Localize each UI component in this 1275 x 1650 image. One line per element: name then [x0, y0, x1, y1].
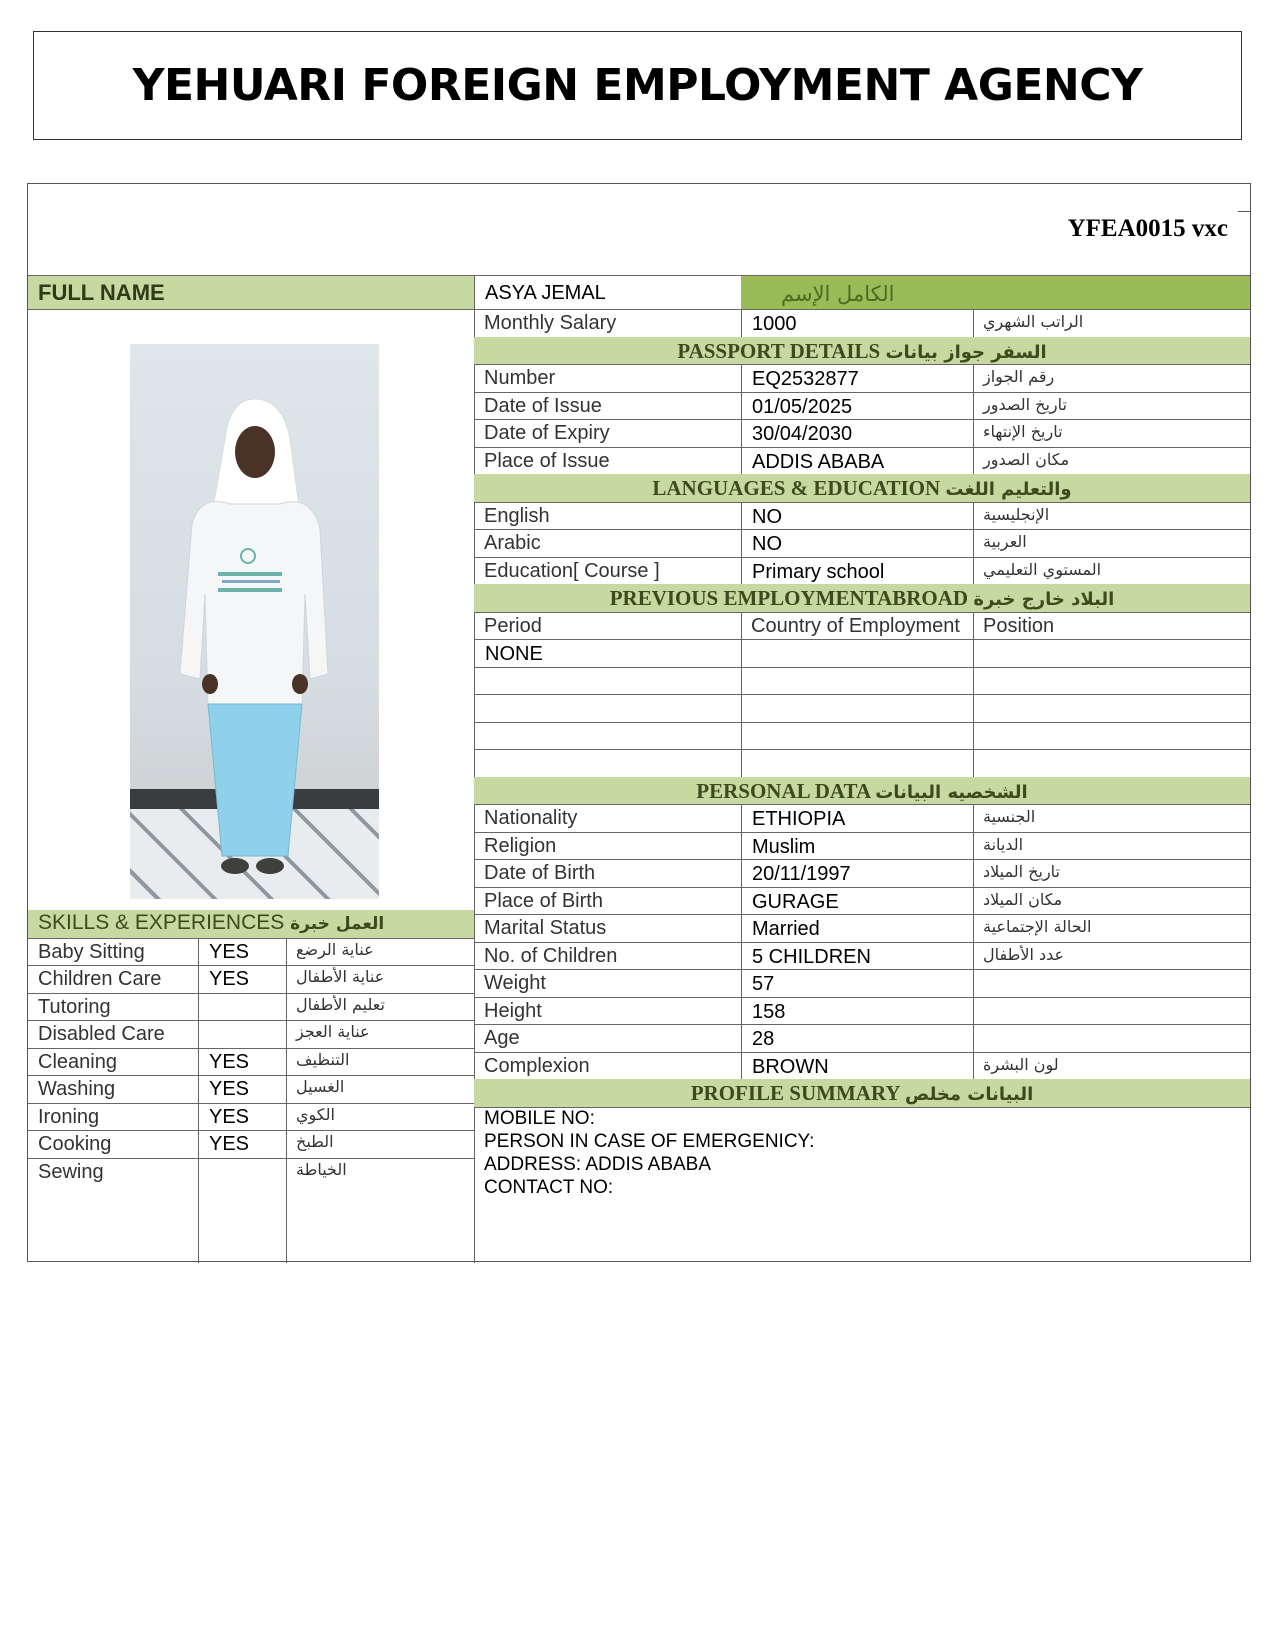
skill-arabic: عناية الأطفال	[296, 967, 385, 986]
corner-mark	[1238, 211, 1250, 212]
agency-title: YEHUARI FOREIGN EMPLOYMENT AGENCY	[132, 60, 1143, 111]
skill-arabic: عناية العجز	[296, 1022, 370, 1041]
grid-line	[741, 667, 742, 695]
languages-header-arabic: والتعليم اللغت	[945, 479, 1072, 500]
skill-value: YES	[209, 1133, 250, 1155]
passport-row-value: 30/04/2030	[752, 423, 853, 445]
grid-line	[973, 639, 974, 667]
grid-line	[741, 969, 742, 997]
skills-header	[38, 911, 384, 935]
personal-row-value: GURAGE	[752, 890, 839, 913]
skill-label: Disabled Care	[38, 1023, 165, 1045]
skill-arabic: تعليم الأطفال	[296, 994, 385, 1014]
personal-row-value: 57	[752, 973, 775, 995]
employment-header	[474, 583, 1250, 615]
skill-label: Baby Sitting	[38, 940, 145, 963]
skill-label: Sewing	[38, 1160, 104, 1183]
passport-header-arabic: السفر جواز بيانات	[885, 341, 1047, 363]
grid-line	[741, 887, 742, 915]
profile-line: ADDRESS: ADDIS ABABA	[484, 1153, 712, 1175]
personal-header	[474, 776, 1250, 808]
salary-arabic: الراتب الشهري	[983, 312, 1084, 331]
grid-line	[973, 502, 974, 530]
language-row-arabic: العربية	[983, 532, 1027, 551]
personal-row-value: 5 CHILDREN	[752, 945, 871, 968]
personal-row-arabic: تاريخ الميلاد	[983, 862, 1060, 881]
passport-row-label: Date of Expiry	[484, 422, 610, 444]
passport-header	[474, 336, 1250, 368]
grid-line	[741, 997, 742, 1025]
personal-row-value: ETHIOPIA	[752, 808, 846, 830]
passport-row-arabic: تاريخ الإنتهاء	[983, 422, 1063, 441]
grid-line	[741, 639, 742, 667]
agency-title-box	[33, 31, 1242, 140]
profile-header-text: PROFILE SUMMARY	[690, 1081, 900, 1105]
personal-row-arabic: الحالة الإجتماعية	[983, 917, 1092, 936]
passport-row-arabic: تاريخ الصدور	[983, 394, 1067, 414]
skill-arabic: الطبخ	[296, 1132, 334, 1151]
grid-line	[741, 502, 742, 530]
skill-arabic: عناية الرضع	[296, 939, 374, 959]
passport-row-value: EQ2532877	[752, 368, 859, 390]
grid-line	[973, 694, 974, 722]
grid-line	[741, 942, 742, 970]
passport-row-value: ADDIS ABABA	[752, 450, 885, 473]
languages-header	[474, 473, 1250, 505]
passport-row-label: Place of Issue	[484, 449, 610, 472]
grid-line	[741, 914, 742, 942]
personal-row-label: Place of Birth	[484, 889, 603, 912]
skill-value: YES	[209, 940, 250, 963]
candidate-photo	[130, 344, 379, 899]
grid-line	[973, 557, 974, 585]
personal-row-value: Married	[752, 918, 820, 940]
skill-arabic: الخياطة	[296, 1159, 347, 1179]
personal-row-value: 28	[752, 1028, 775, 1050]
grid-line	[973, 392, 974, 420]
employment-cell: NONE	[485, 643, 543, 665]
personal-row-arabic: لون البشرة	[983, 1054, 1059, 1074]
grid-line	[474, 722, 1250, 723]
personal-row-value: 158	[752, 1000, 786, 1023]
grid-line	[474, 639, 1250, 640]
application-form	[27, 183, 1251, 1262]
grid-line	[741, 612, 742, 640]
salary-value: 1000	[752, 313, 797, 335]
language-row-label: English	[484, 504, 550, 527]
personal-row-label: Nationality	[484, 807, 578, 829]
grid-line	[741, 419, 742, 447]
personal-row-arabic: مكان الميلاد	[983, 889, 1063, 909]
employment-header-arabic: البلاد خارج خبرة	[973, 589, 1115, 610]
grid-line	[741, 1024, 742, 1052]
grid-line	[198, 938, 199, 1264]
passport-row-label: Number	[484, 367, 556, 389]
grid-line	[973, 529, 974, 557]
language-row-value: NO	[752, 505, 782, 528]
language-row-label: Education[ Course ]	[484, 559, 660, 582]
reference-code: YFEA0015 vxc	[1067, 215, 1228, 242]
grid-line	[973, 364, 974, 392]
skill-value: YES	[209, 1105, 250, 1128]
grid-line	[741, 557, 742, 585]
person-photo-icon	[130, 344, 379, 899]
personal-row-value: 20/11/1997	[752, 863, 851, 885]
skill-label: Washing	[38, 1078, 116, 1100]
language-row-value: Primary school	[752, 560, 885, 583]
salary-label: Monthly Salary	[484, 312, 617, 334]
grid-line	[474, 667, 1250, 668]
grid-line	[973, 1024, 974, 1052]
personal-row-label: Weight	[484, 972, 546, 994]
personal-row-value: Muslim	[752, 835, 816, 858]
grid-line	[741, 309, 742, 337]
employment-header-text: PREVIOUS EMPLOYMENTABROAD	[609, 586, 969, 610]
passport-row-label: Date of Issue	[484, 394, 602, 417]
passport-row-arabic: مكان الصدور	[983, 449, 1070, 469]
skill-label: Cooking	[38, 1133, 112, 1155]
skill-value: YES	[209, 1078, 250, 1100]
profile-header	[474, 1078, 1250, 1110]
full-name-label: FULL NAME	[38, 280, 165, 305]
personal-row-label: Height	[484, 999, 542, 1022]
language-row-arabic: المستوي التعليمي	[983, 559, 1102, 579]
grid-line	[741, 694, 742, 722]
languages-header-text: LANGUAGES & EDUCATION	[652, 476, 941, 500]
skill-label: Children Care	[38, 968, 162, 990]
grid-line	[741, 859, 742, 887]
grid-line	[741, 832, 742, 860]
grid-line	[973, 969, 974, 997]
passport-row-arabic: رقم الجواز	[983, 367, 1055, 386]
skills-header-text: SKILLS & EXPERIENCES	[38, 911, 285, 934]
grid-line	[474, 749, 1250, 750]
personal-row-label: Date of Birth	[484, 862, 596, 884]
grid-line	[973, 1052, 974, 1080]
personal-header-arabic: الشخصيه البيانات	[875, 781, 1028, 803]
grid-line	[973, 887, 974, 915]
grid-line	[973, 859, 974, 887]
grid-line	[973, 942, 974, 970]
full-name-arabic: الكامل الإسم	[781, 282, 895, 306]
skill-value: YES	[209, 1050, 250, 1073]
grid-line	[741, 529, 742, 557]
employment-column-header: Country of Employment	[751, 614, 960, 637]
full-name-value: ASYA JEMAL	[485, 282, 606, 304]
grid-line	[741, 804, 742, 832]
grid-line	[741, 364, 742, 392]
grid-line	[973, 914, 974, 942]
grid-line	[474, 694, 1250, 695]
grid-line	[973, 447, 974, 475]
skill-label: Tutoring	[38, 995, 111, 1018]
grid-line	[973, 997, 974, 1025]
skill-arabic: التنظيف	[296, 1049, 350, 1069]
skills-header-arabic: العمل خبرة	[290, 914, 385, 934]
employment-column-header: Position	[983, 614, 1055, 637]
language-row-value: NO	[752, 533, 782, 555]
personal-row-arabic: الجنسية	[983, 807, 1036, 826]
personal-row-label: Marital Status	[484, 917, 607, 939]
grid-line	[973, 749, 974, 777]
grid-line	[973, 832, 974, 860]
skill-label: Cleaning	[38, 1050, 117, 1073]
passport-header-text: PASSPORT DETAILS	[677, 338, 881, 363]
passport-row-value: 01/05/2025	[752, 395, 853, 418]
personal-row-arabic: الديانة	[983, 834, 1024, 854]
personal-header-text: PERSONAL DATA	[696, 778, 870, 803]
grid-line	[973, 612, 974, 640]
employment-column-header: Period	[484, 614, 542, 637]
grid-line	[741, 722, 742, 750]
personal-row-value: BROWN	[752, 1055, 829, 1078]
personal-row-label: Age	[484, 1027, 520, 1049]
personal-row-arabic: عدد الأطفال	[983, 944, 1065, 964]
grid-line	[286, 938, 287, 1264]
grid-line	[741, 749, 742, 777]
skill-arabic: الكوي	[296, 1104, 335, 1124]
skill-value: YES	[209, 968, 250, 990]
language-row-arabic: الإنجليسية	[983, 504, 1050, 524]
grid-line	[973, 667, 974, 695]
language-row-label: Arabic	[484, 532, 541, 554]
profile-line: PERSON IN CASE OF EMERGENICY:	[484, 1130, 815, 1152]
grid-line	[973, 309, 974, 337]
personal-row-label: Complexion	[484, 1054, 590, 1077]
profile-header-arabic: البيانات مخلص	[905, 1084, 1034, 1105]
grid-line	[973, 804, 974, 832]
personal-row-label: Religion	[484, 834, 557, 857]
personal-row-label: No. of Children	[484, 944, 618, 967]
grid-line	[973, 722, 974, 750]
grid-line	[741, 1052, 742, 1080]
profile-line: CONTACT NO:	[484, 1176, 614, 1198]
grid-line	[741, 392, 742, 420]
grid-line	[741, 447, 742, 475]
profile-line: MOBILE NO:	[484, 1107, 595, 1129]
skill-arabic: الغسيل	[296, 1077, 345, 1096]
grid-line	[973, 419, 974, 447]
skill-label: Ironing	[38, 1105, 100, 1128]
